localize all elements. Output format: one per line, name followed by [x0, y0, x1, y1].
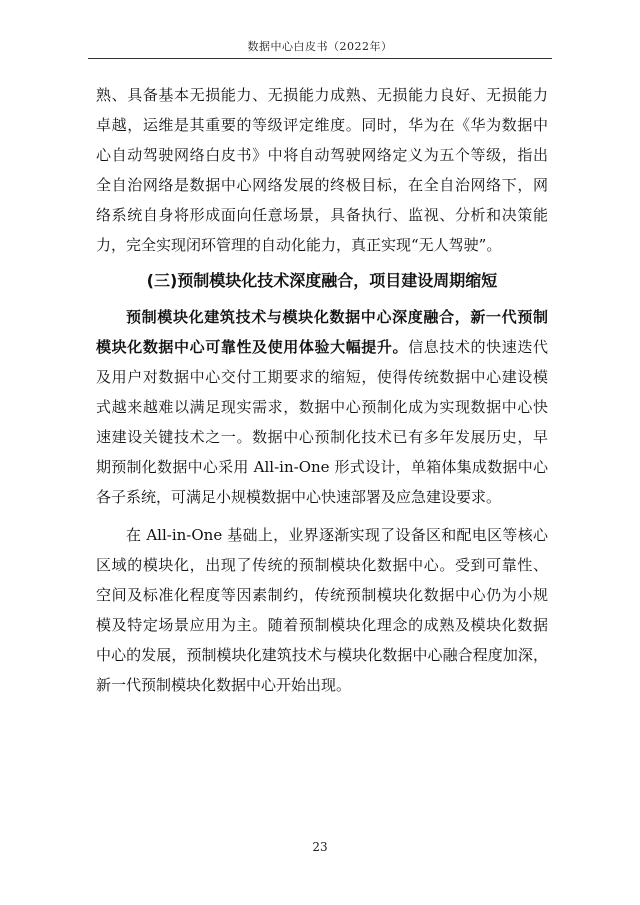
- paragraph-line: 空间及标准化程度等因素制约，传统预制模块化数据中心仍为小规: [96, 586, 548, 604]
- paragraph-line: 速建设关键技术之一。数据中心预制化技术已有多年发展历史，早: [96, 428, 548, 446]
- paragraph-line: 区域的模块化，出现了传统的预制模块化数据中心。受到可靠性、: [96, 556, 548, 574]
- page-body: [96, 80, 548, 700]
- paragraph-line-bold: 预制模块化建筑技术与模块化数据中心深度融合，新一代预制: [126, 308, 548, 326]
- lead-continuation-text: 信息技术的快速迭代: [408, 338, 548, 356]
- running-header: 数据中心白皮书（2022年）: [247, 40, 393, 53]
- paragraph-line: 中心的发展，预制模块化建筑技术与模块化数据中心融合程度加深，: [96, 646, 548, 664]
- paragraph-line: 各子系统，可满足小规模数据中心快速部署及应急建设要求。: [96, 488, 502, 506]
- paragraph-spacer: [96, 512, 548, 520]
- paragraph-line: 模及特定场景应用为主。随着预制模块化理念的成熟及模块化数据: [96, 616, 548, 634]
- paragraph-line: 期预制化数据中心采用 All-in-One 形式设计，单箱体集成数据中心: [96, 458, 548, 476]
- paragraph-line: 在 All-in-One 基础上，业界逐渐实现了设备区和配电区等核心: [126, 526, 548, 544]
- paragraph-line: 式越来越难以满足现实需求，数据中心预制化成为实现数据中心快: [96, 398, 548, 416]
- paragraph-line: 络系统自身将形成面向任意场景，具备执行、监视、分析和决策能: [96, 206, 548, 224]
- paragraph-autonomous-network: [96, 80, 548, 260]
- paragraph-prefab-modular: [96, 302, 548, 512]
- paragraph-line: 心自动驾驶网络白皮书》中将自动驾驶网络定义为五个等级，指出: [96, 146, 548, 164]
- header-divider: [88, 58, 552, 59]
- bold-lead-text: 模块化数据中心可靠性及使用体验大幅提升。: [96, 338, 409, 356]
- section-heading: (三)预制模块化技术深度融合，项目建设周期缩短: [146, 271, 498, 290]
- paragraph-line: 新一代预制模块化数据中心开始出现。: [96, 676, 352, 694]
- paragraph-all-in-one: [96, 520, 548, 700]
- page-number: 23: [312, 840, 328, 854]
- paragraph-line: 及用户对数据中心交付工期要求的缩短，使得传统数据中心建设模: [96, 368, 548, 386]
- paragraph-line-mixed: [96, 332, 548, 362]
- paragraph-line: 熟、具备基本无损能力、无损能力成熟、无损能力良好、无损能力: [96, 86, 548, 104]
- paragraph-line: 全自治网络是数据中心网络发展的终极目标，在全自治网络下，网: [96, 176, 548, 194]
- paragraph-line: 卓越，运维是其重要的等级评定维度。同时，华为在《华为数据中: [96, 116, 548, 134]
- paragraph-line: 力，完全实现闭环管理的自动化能力，真正实现“无人驾驶”。: [96, 236, 502, 254]
